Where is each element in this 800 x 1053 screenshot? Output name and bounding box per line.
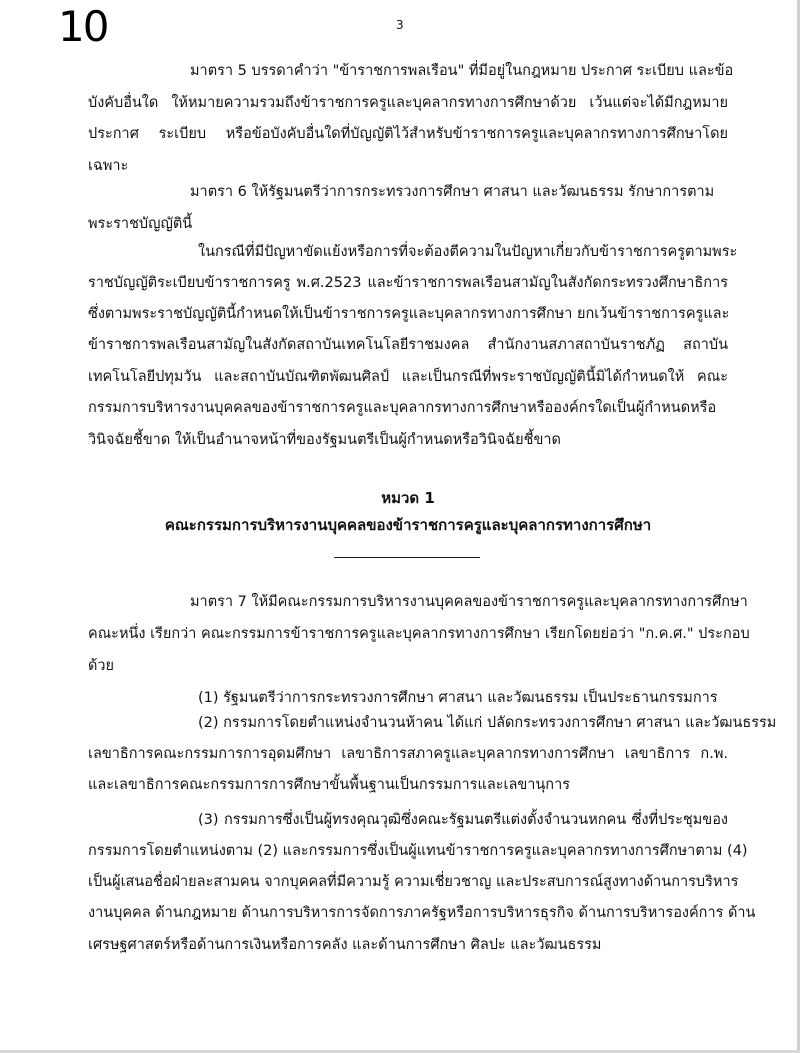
- dispute-line-4: ข้าราชการพลเรือนสามัญในสังกัดสถาบันเทคโนโลยีราชมงคล สำนักงานสภาสถาบันราชภัฏ สถาบัน: [88, 337, 728, 353]
- item3-line-5: เศรษฐศาสตร์หรือด้านการเงินหรือการคลัง และด้านการศึกษา ศิลปะ และวัฒนธรรม: [88, 937, 602, 953]
- section5-line-3: ประกาศ ระเบียบ หรือข้อบังคับอื่นใดที่บัญญัติไว้สำหรับข้าราชการครูและบุคลากรทางการศึกษาโดย: [88, 126, 728, 142]
- handwritten-page-number: 10: [58, 2, 108, 51]
- section6-line-2: พระราชบัญญัตินี้: [88, 216, 193, 232]
- dispute-line-1: ในกรณีที่มีปัญหาขัดแย้งหรือการที่จะต้องตีความในปัญหาเกี่ยวกับข้าราชการครูตามพระ: [198, 244, 738, 260]
- item1-line: (1) รัฐมนตรีว่าการกระทรวงการศึกษา ศาสนา และวัฒนธรรม เป็นประธานกรรมการ: [198, 690, 718, 706]
- chapter-number: หมวด 1: [381, 489, 435, 507]
- dispute-line-2: ราชบัญญัติระเบียบข้าราชการครู พ.ศ.2523 และข้าราชการพลเรือนสามัญในสังกัดกระทรวงศึกษาธิการ: [88, 275, 728, 291]
- page-number: 3: [396, 18, 404, 32]
- item3-line-3: เป็นผู้เสนอชื่อฝ่ายละสามคน จากบุคคลที่มีความรู้ ความเชี่ยวชาญ และประสบการณ์สูงทางด้านการบริหาร: [88, 874, 739, 890]
- item2-line-2: เลขาธิการคณะกรรมการการอุดมศึกษา เลขาธิการสภาครูและบุคลากรทางการศึกษา เลขาธิการ ก.พ.: [88, 746, 728, 762]
- item3-line-1: (3) กรรมการซึ่งเป็นผู้ทรงคุณวุฒิซึ่งคณะรัฐมนตรีแต่งตั้งจำนวนหกคน ซึ่งที่ประชุมของ: [198, 812, 728, 828]
- chapter-title: คณะกรรมการบริหารงานบุคคลของข้าราชการครูและบุคลากรทางการศึกษา: [164, 516, 652, 534]
- item3-line-2: กรรมการโดยตำแหน่งตาม (2) และกรรมการซึ่งเป็นผู้แทนข้าราชการครูและบุคลากรทางการศึกษาตาม (4): [88, 843, 748, 859]
- section5-line-1: มาตรา 5 บรรดาคำว่า "ข้าราชการพลเรือน" ที่มีอยู่ในกฎหมาย ประกาศ ระเบียบ และข้อ: [190, 63, 734, 79]
- section7-line-1: มาตรา 7 ให้มีคณะกรรมการบริหารงานบุคคลของข้าราชการครูและบุคลากรทางการศึกษา: [190, 594, 748, 610]
- section5-line-2: บังคับอื่นใด ให้หมายความรวมถึงข้าราชการครูและบุคลากรทางการศึกษาด้วย เว้นแต่จะได้มีกฎหมาย: [88, 95, 728, 111]
- section5-line-4: เฉพาะ: [88, 158, 129, 174]
- dispute-line-6: กรรมการบริหารงานบุคคลของข้าราชการครูและบุคลากรทางการศึกษาหรือองค์กรใดเป็นผู้กำหนดหรือ: [88, 400, 717, 416]
- section7-line-2: คณะหนึ่ง เรียกว่า คณะกรรมการข้าราชการครูและบุคลากรทางการศึกษา เรียกโดยย่อว่า "ก.ค.ศ." ประกอบ: [88, 626, 750, 642]
- dispute-line-5: เทคโนโลยีปทุมวัน และสถาบันบัณฑิตพัฒนศิลป์ และเป็นกรณีที่พระราชบัญญัตินี้มิได้กำหนดให้ คณะ: [88, 369, 728, 385]
- section6-line-1: มาตรา 6 ให้รัฐมนตรีว่าการกระทรวงการศึกษา ศาสนา และวัฒนธรรม รักษาการตาม: [190, 184, 715, 200]
- section7-line-3: ด้วย: [88, 658, 115, 674]
- item2-line-1: (2) กรรมการโดยตำแหน่งจำนวนห้าคน ได้แก่ ปลัดกระทรวงการศึกษา ศาสนา และวัฒนธรรม: [198, 715, 777, 731]
- item3-line-4: งานบุคคล ด้านกฎหมาย ด้านการบริหารการจัดการภาครัฐหรือการบริหารธุรกิจ ด้านการบริหารองค์การ ด้าน: [88, 905, 756, 921]
- dispute-line-7: วินิจฉัยชี้ขาด ให้เป็นอำนาจหน้าที่ของรัฐมนตรีเป็นผู้กำหนดหรือวินิจฉัยชี้ขาด: [88, 432, 561, 448]
- heading-divider: [334, 557, 480, 558]
- dispute-line-3: ซึ่งตามพระราชบัญญัตินี้กำหนดให้เป็นข้าราชการครูและบุคลากรทางการศึกษา ยกเว้นข้าราชการครูและ: [88, 306, 730, 322]
- item2-line-3: และเลขาธิการคณะกรรมการการศึกษาขั้นพื้นฐานเป็นกรรมการและเลขานุการ: [88, 777, 571, 793]
